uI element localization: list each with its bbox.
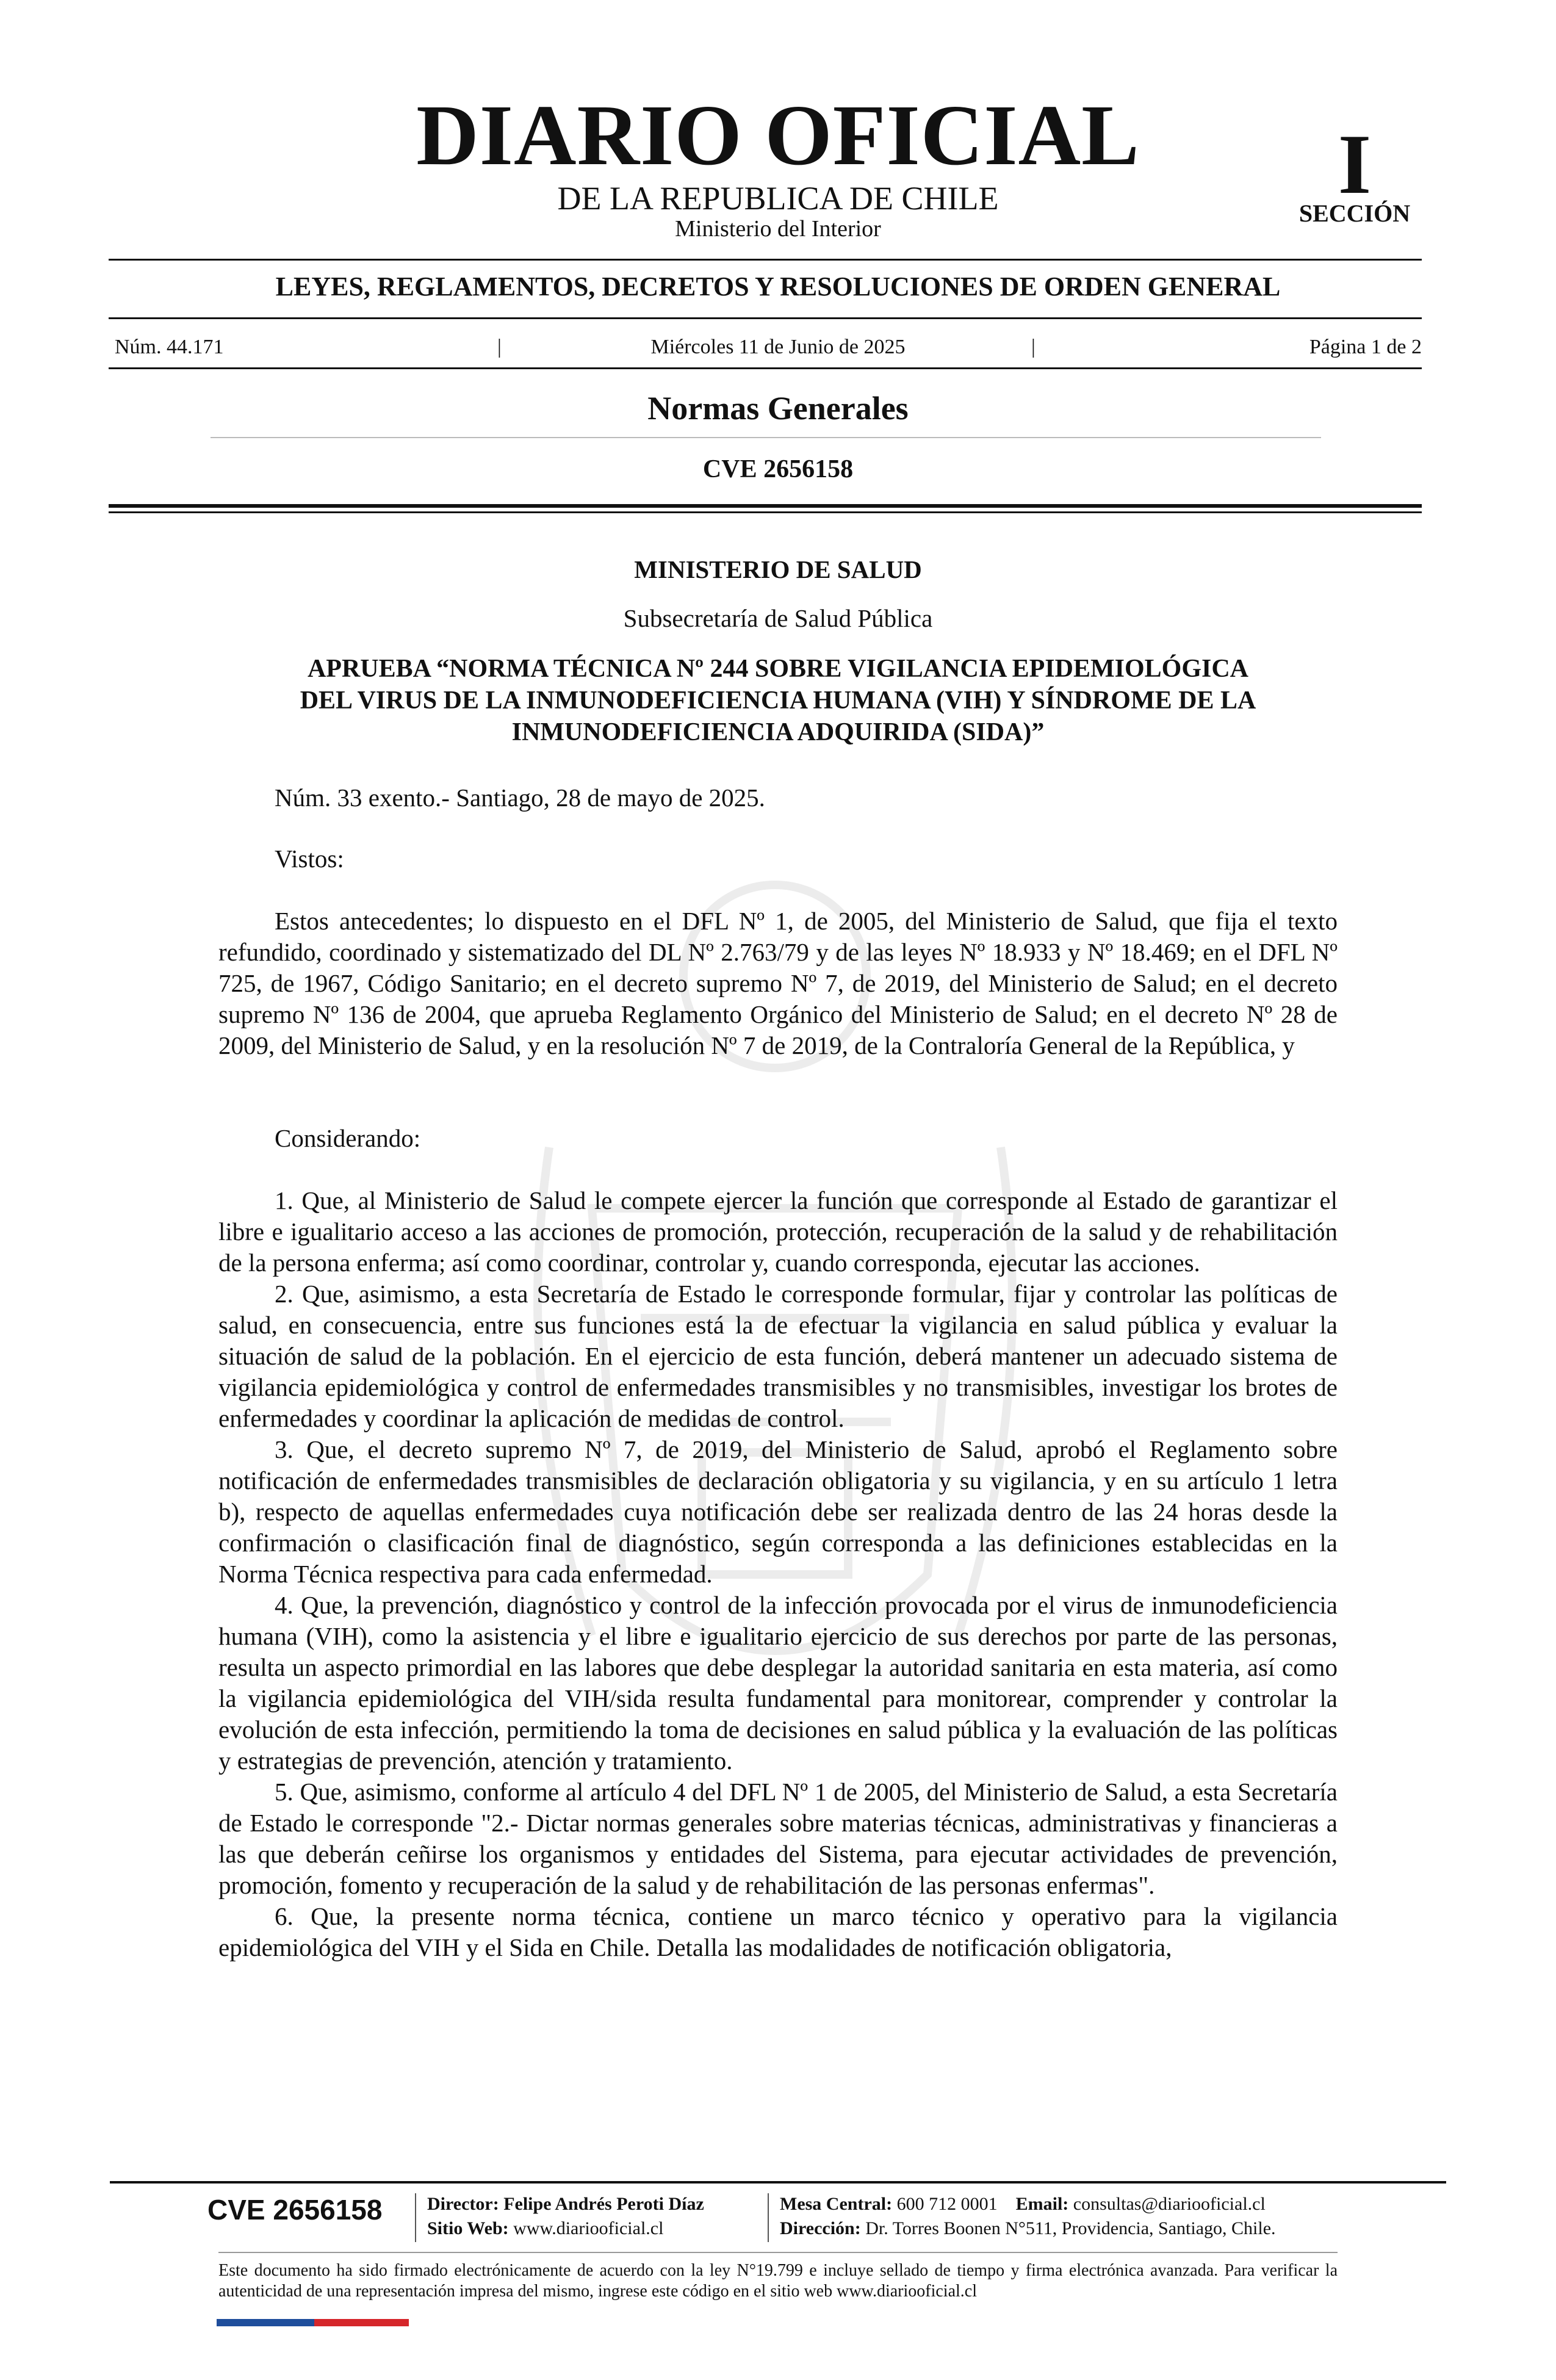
- masthead-rule: [109, 259, 1422, 261]
- masthead-ministry: Ministerio del Interior: [675, 216, 881, 242]
- double-rule-bottom: [109, 511, 1422, 513]
- footer-divider: [415, 2193, 416, 2242]
- address-label: Dirección:: [780, 2218, 861, 2238]
- footer-cve: CVE 2656158: [207, 2194, 383, 2226]
- considerando-item: 2. Que, asimismo, a esta Secretaría de Estado le corresponde formular, fijar y controlar las políticas de salud, en consecuencia, entre sus funciones está la de efectuar la vigilancia en salud pública y evaluar la situación de salud de la población. En el ejercicio de esta función, deberá mantener un adecuado sistema de vigilancia epidemiológica y control de enfermedades transmisibles y no transmisibles, investigar los brotes de enfermedades y coordinar la aplicación de medidas de control.: [218, 1280, 1338, 1432]
- footer-director-block: [427, 2192, 704, 2241]
- section-title-rule: [211, 437, 1321, 438]
- vistos-label: Vistos:: [275, 845, 344, 873]
- document-title-line: INMUNODEFICIENCIA ADQUIRIDA (SIDA)”: [511, 718, 1045, 746]
- resolution-line: [218, 782, 1338, 813]
- section-title: Normas Generales: [647, 390, 909, 427]
- flag-stripe-red: [314, 2319, 409, 2326]
- issue-separator: |: [497, 336, 502, 358]
- considerando-heading: [218, 1123, 1338, 1154]
- issue-number: Núm. 44.171: [115, 336, 224, 358]
- director-name: Felipe Andrés Peroti Díaz: [503, 2194, 704, 2214]
- website-link[interactable]: www.diariooficial.cl: [513, 2218, 664, 2238]
- banner-rule: [109, 317, 1422, 319]
- masthead-subtitle: DE LA REPUBLICA DE CHILE: [557, 180, 999, 217]
- banner-heading: LEYES, REGLAMENTOS, DECRETOS Y RESOLUCIONES DE ORDEN GENERAL: [275, 272, 1281, 301]
- document-ministry: MINISTERIO DE SALUD: [634, 555, 922, 583]
- document-title-line: APRUEBA “NORMA TÉCNICA Nº 244 SOBRE VIGILANCIA EPIDEMIOLÓGICA: [307, 655, 1249, 683]
- issue-date: Miércoles 11 de Junio de 2025: [650, 336, 906, 358]
- considerando-item: 6. Que, la presente norma técnica, contiene un marco técnico y operativo para la vigilancia epidemiológica del VIH y el Sida en Chile. Detalla las modalidades de notificación obligatoria,: [218, 1902, 1338, 1961]
- masthead-title: DIARIO OFICIAL: [416, 87, 1140, 183]
- considerando-item: 1. Que, al Ministerio de Salud le compete ejercer la función que corresponde al Estado de garantizar el libre e igualitario acceso a las acciones de promoción, protección, recuperación de la salud y de rehabilitación de la persona enferma; así como coordinar, controlar y, cuando corresponda, ejecutar las acciones.: [218, 1186, 1338, 1277]
- document-title: [183, 653, 1373, 748]
- flag-stripe-blue: [217, 2319, 314, 2326]
- document-subsecretaria: Subsecretaría de Salud Pública: [623, 604, 933, 632]
- document-title-line: DEL VIRUS DE LA INMUNODEFICIENCIA HUMANA (VIH) Y SÍNDROME DE LA: [300, 687, 1256, 715]
- issue-rule: [109, 367, 1422, 369]
- vistos-paragraph: [218, 906, 1338, 1061]
- director-label: Director:: [427, 2194, 499, 2214]
- considerandos-list: [218, 1185, 1338, 1963]
- footer-divider: [768, 2193, 769, 2242]
- considerando-label: Considerando:: [275, 1124, 421, 1152]
- website-label: Sitio Web:: [427, 2218, 509, 2238]
- double-rule-top: [109, 504, 1422, 508]
- phone-label: Mesa Central:: [780, 2194, 893, 2214]
- section-number: I: [1338, 117, 1372, 212]
- cve-header: CVE 2656158: [702, 455, 854, 483]
- email-link[interactable]: consultas@diariooficial.cl: [1073, 2194, 1266, 2214]
- issue-separator: |: [1031, 336, 1036, 358]
- phone-number: 600 712 0001: [896, 2194, 998, 2214]
- resolution-number: Núm. 33 exento.- Santiago, 28 de mayo de 2025.: [275, 784, 765, 812]
- considerando-item: 4. Que, la prevención, diagnóstico y control de la infección provocada por el virus de inmunodeficiencia humana (VIH), como la asistencia y el libre e igualitario ejercicio de sus derechos por parte de las personas, resulta un aspecto primordial en las labores que debe desplegar la autoridad sanitaria en esta materia, así como la vigilancia epidemiológica del VIH/sida resulta fundamental para monitorear, comprender y controlar la evolución de esta infección, permitiendo la toma de decisiones en salud pública y la evaluación de las políticas y estrategias de prevención, atención y tratamiento.: [218, 1591, 1338, 1775]
- section-label: SECCIÓN: [1298, 200, 1411, 227]
- footer-contact-block: [780, 2192, 1276, 2241]
- footer-rule: [110, 2181, 1446, 2183]
- vistos-text: Estos antecedentes; lo dispuesto en el DFL Nº 1, de 2005, del Ministerio de Salud, que fija el texto refundido, coordinado y sistematizado del DL Nº 2.763/79 y de las leyes Nº 18.933 y Nº 18.469; en el DFL Nº 725, de 1967, Código Sanitario; en el decreto supremo Nº 7, de 2019, del Ministerio de Salud; en el decreto supremo Nº 136 de 2004, que aprueba Reglamento Orgánico del Ministerio de Salud; en el decreto Nº 28 de 2009, del Ministerio de Salud, y en la resolución Nº 7 de 2019, de la Contraloría General de la República, y: [218, 907, 1338, 1059]
- footer-divider-rule: [218, 2252, 1338, 2253]
- email-label: Email:: [1015, 2194, 1069, 2214]
- signature-disclaimer: Este documento ha sido firmado electrónicamente de acuerdo con la ley N°19.799 e incluye sellado de tiempo y firma electrónica avanzada. Para verificar la autenticidad de una representación impresa del mismo, ingrese este código en el sitio web www.diariooficial.cl: [218, 2261, 1338, 2301]
- page-indicator: Página 1 de 2: [1309, 336, 1422, 358]
- considerando-item: 5. Que, asimismo, conforme al artículo 4 del DFL Nº 1 de 2005, del Ministerio de Salud, a esta Secretaría de Estado le corresponde "2.- Dictar normas generales sobre materias técnicas, administrativas y financieras a las que deberán ceñirse los organismos y entidades del Sistema, para ejecutar actividades de prevención, promoción, fomento y recuperación de la salud y de rehabilitación de las personas enfermas".: [218, 1778, 1338, 1899]
- considerando-item: 3. Que, el decreto supremo Nº 7, de 2019, del Ministerio de Salud, aprobó el Reglamento sobre notificación de enfermedades transmisibles de declaración obligatoria y su vigilancia, y en su artículo 1 letra b), respecto de aquellas enfermedades cuya notificación debe ser realizada dentro de las 24 horas desde la confirmación o clasificación final de diagnóstico, según corresponda a las definiciones establecidas en la Norma Técnica respectiva para cada enfermedad.: [218, 1435, 1338, 1588]
- address-text: Dr. Torres Boonen N°511, Providencia, Santiago, Chile.: [865, 2218, 1276, 2238]
- vistos-heading: [218, 843, 1338, 874]
